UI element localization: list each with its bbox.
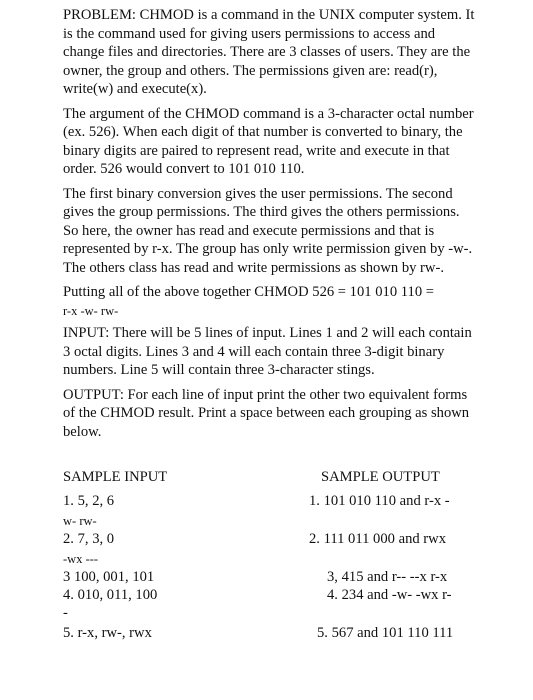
sample-output-line: 5. 567 and 101 110 111 xyxy=(317,625,454,641)
input-paragraph: INPUT: There will be 5 lines of input. Lines 1 and 2 will each contain 3 octal digits. Lines 3 and 4 will each contain three 3-digit binary numbers. Line 5 will contain three 3-character stings. xyxy=(63,325,472,378)
sample-output-line: 1. 101 010 110 and r-x - xyxy=(309,493,450,509)
sample-output-line: 3, 415 and r-- --x r-x xyxy=(327,569,448,585)
binary-paragraph: The first binary conversion gives the user permissions. The second gives the group permissions. The third gives the others permissions. So here, the owner has read and execute permissions and that is represented by r-x. The group has only write permission given by -w-. The others class has read and write permissions as shown by rw-. xyxy=(63,185,473,276)
sample-output-line: 4. 234 and -w- -wx r- xyxy=(327,587,452,603)
problem-document xyxy=(63,6,478,447)
sample-input-line: -wx --- xyxy=(63,552,99,566)
sample-input-line: 5. r-x, rw-, rwx xyxy=(63,625,152,641)
sample-input-line: 2. 7, 3, 0 xyxy=(63,531,115,547)
sample-output-heading: SAMPLE OUTPUT xyxy=(321,469,440,485)
sample-input-line: w- rw- xyxy=(63,514,97,528)
sample-input-line: 4. 010, 011, 100 xyxy=(63,587,158,603)
output-paragraph: OUTPUT: For each line of input print the other two equivalent forms of the CHMOD result. Print a space between each grouping as shown below. xyxy=(63,386,470,440)
summary-line: Putting all of the above together CHMOD 526 = 101 010 110 = xyxy=(63,284,434,300)
argument-paragraph: The argument of the CHMOD command is a 3-character octal number (ex. 526). When each digit of that number is converted to binary, the binary digits are paired to represent read, write and execute in that order. 526 would convert to 101 010 110. xyxy=(63,105,474,177)
problem-paragraph: PROBLEM: CHMOD is a command in the UNIX computer system. It is the command used for giving users permissions to access and change files and directories. There are 3 classes of users. They are the owner, the group and others. The permissions given are: read(r), write(w) and execute(x). xyxy=(63,7,475,97)
summary-permissions: r-x -w- rw- xyxy=(63,303,119,318)
sample-output-line: 2. 111 011 000 and rwx xyxy=(309,531,447,547)
sample-input-heading: SAMPLE INPUT xyxy=(63,469,168,485)
sample-input-line: - xyxy=(63,605,68,621)
sample-input-line: 3 100, 001, 101 xyxy=(63,569,155,585)
sample-input-line: 1. 5, 2, 6 xyxy=(63,493,115,509)
